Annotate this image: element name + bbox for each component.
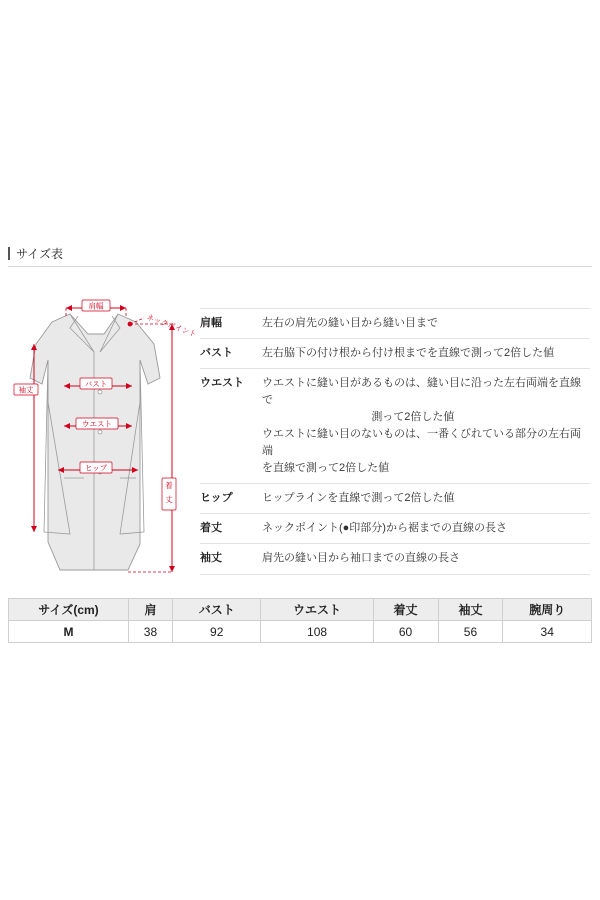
- table-row: [9, 621, 592, 643]
- section-title: サイズ表: [16, 247, 64, 261]
- table-header-cell: 袖丈: [438, 599, 503, 621]
- definition-term: 着丈: [200, 522, 222, 535]
- table-header-cell: バスト: [172, 599, 261, 621]
- definition-description: ヒップラインを直線で測って2倍した値: [262, 492, 455, 505]
- table-cell: 60: [373, 621, 438, 643]
- definition-term: 袖丈: [200, 552, 222, 565]
- definition-term: ヒップ: [200, 492, 233, 505]
- label-bust: バスト: [84, 379, 108, 389]
- table-header-cell: 着丈: [373, 599, 438, 621]
- definition-description: 左右脇下の付け根から付け根までを直線で測って2倍した値: [262, 347, 555, 360]
- coat-illustration: [8, 282, 198, 582]
- table-header-cell: ウエスト: [261, 599, 373, 621]
- definition-description: 肩先の縫い目から袖口までの直線の長さ: [262, 552, 460, 565]
- label-hip: ヒップ: [84, 463, 108, 473]
- section-accent-bar: [8, 247, 10, 260]
- table-cell: 38: [129, 621, 173, 643]
- table-header-cell: 肩: [129, 599, 173, 621]
- label-shoulder: 肩幅: [88, 301, 104, 311]
- definition-description: 左右の肩先の縫い目から縫い目まで: [262, 317, 438, 329]
- label-neck-point: ネックポイント: [145, 312, 198, 339]
- label-sleeve: 袖丈: [18, 385, 34, 395]
- definition-term: 肩幅: [200, 317, 222, 329]
- size-table: [8, 598, 592, 643]
- table-header-cell: サイズ(cm): [9, 599, 129, 621]
- definition-row-shoulder: [200, 308, 590, 339]
- table-cell: 34: [503, 621, 592, 643]
- svg-text:丈: 丈: [165, 495, 173, 504]
- table-header-cell: 腕周り: [503, 599, 592, 621]
- definition-list: [200, 308, 590, 575]
- definition-term: バスト: [200, 347, 233, 360]
- definition-description: ウエストに縫い目があるものは、縫い目に沿った左右両端を直線で 測って2倍した値 ウエストに縫い目のないものは、一番くびれている部分の左右両端 を直線で測って2倍した値: [262, 377, 581, 475]
- table-cell: 92: [172, 621, 261, 643]
- table-cell: 56: [438, 621, 503, 643]
- definition-term: ウエスト: [200, 377, 244, 390]
- table-header-row: [9, 599, 592, 621]
- definition-description: ネックポイント(●印部分)から裾までの直線の長さ: [262, 522, 507, 535]
- label-length: 着: [165, 481, 173, 490]
- table-cell: 108: [261, 621, 373, 643]
- definition-row-bust: [200, 339, 590, 369]
- definition-row-hip: [200, 484, 590, 514]
- measurement-diagram: [8, 282, 198, 582]
- table-cell-size: M: [9, 621, 129, 643]
- label-waist: ウエスト: [82, 419, 112, 429]
- section-header: [8, 245, 592, 262]
- definition-row-sleeve: [200, 544, 590, 574]
- definition-row-waist: [200, 369, 590, 484]
- section-divider: [8, 266, 592, 267]
- definition-row-length: [200, 514, 590, 544]
